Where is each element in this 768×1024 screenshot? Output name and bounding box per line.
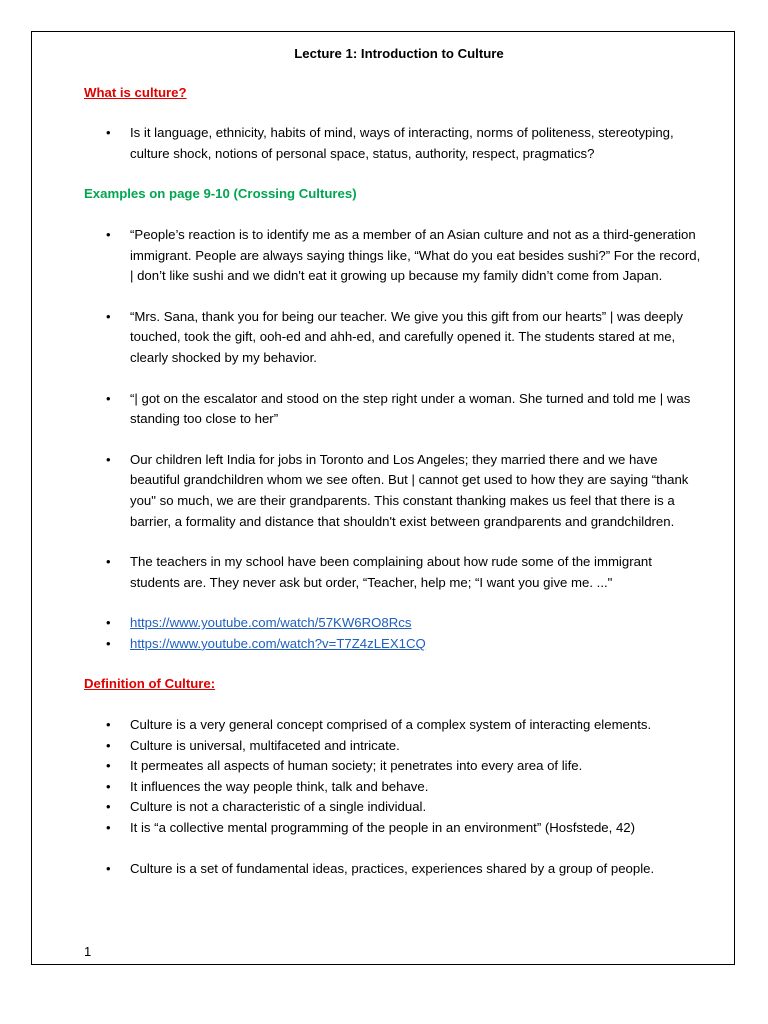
section3-list <box>84 715 704 879</box>
list-item: • Is it language, ethnicity, habits of mind, ways of interacting, norms of politeness, stereotyping, culture shock, notions of personal space, status, authority, respect, pragmatics? <box>106 125 674 161</box>
section-heading-examples: Examples on page 9-10 (Crossing Cultures) <box>84 186 357 202</box>
bullet-icon: • <box>106 778 111 794</box>
list-item: • Culture is not a characteristic of a single individual. <box>84 797 704 818</box>
list-item: • The teachers in my school have been complaining about how rude some of the immigrant students are. They never ask but order, “Teacher, help me; “I want you give me. ..." <box>106 554 652 590</box>
document-body <box>84 44 704 879</box>
bullet-icon: • <box>106 390 111 406</box>
list-item: • Culture is a very general concept comprised of a complex system of interacting elements. <box>84 715 704 736</box>
bullet-icon: • <box>106 758 111 774</box>
page-number: 1 <box>84 944 92 959</box>
list-item: • “People’s reaction is to identify me as a member of an Asian culture and not as a third-generation immigrant. People are always saying things like, “What do you eat besides sushi?” For the record, | don’t like sushi and we didn't eat it growing up because my family didn’t come from Japan. <box>106 226 701 284</box>
youtube-link-1[interactable]: https://www.youtube.com/watch/57KW6RO8Rcs <box>130 615 412 631</box>
bullet-icon: • <box>106 737 111 753</box>
list-item: • “| got on the escalator and stood on the step right under a woman. She turned and told me | was standing too close to her” <box>106 390 691 427</box>
bullet-icon: • <box>106 635 111 651</box>
bullet-icon: • <box>106 226 111 242</box>
youtube-link-2[interactable]: https://www.youtube.com/watch?v=T7Z4zLEX1CQ <box>130 635 426 651</box>
list-item: • Culture is universal, multifaceted and intricate. <box>84 736 704 757</box>
bullet-icon: • <box>106 717 111 733</box>
bullet-icon: • <box>106 554 111 570</box>
section-heading-definition: Definition of Culture: <box>84 676 216 692</box>
document-title: Lecture 1: Introduction to Culture <box>294 46 504 61</box>
bullet-icon: • <box>106 615 111 631</box>
list-item: • Culture is a set of fundamental ideas, practices, experiences shared by a group of people. <box>84 859 704 880</box>
list-item: • Our children left India for jobs in Toronto and Los Angeles; they married there and we have beautiful grandchildren whom we see often. But | cannot get used to how they are saying “thank you" so much, we are their grandparents. This constant thanking makes us feel that there is a barrier, a formality and distance that shouldn't exist between grandparents and grandchildren. <box>106 451 689 529</box>
bullet-icon: • <box>106 860 111 876</box>
list-item: • “Mrs. Sana, thank you for being our teacher. We give you this gift from our hearts” | was deeply touched, took the gift, ooh-ed and ahh-ed, and carefully opened it. The students stared at me, clearly shocked by my behavior. <box>106 308 683 365</box>
bullet-icon: • <box>106 451 111 467</box>
section1-list <box>84 123 704 164</box>
bullet-icon: • <box>106 125 111 141</box>
section2-list <box>84 225 704 655</box>
bullet-icon: • <box>106 308 111 324</box>
bullet-icon: • <box>106 799 111 815</box>
bullet-icon: • <box>106 820 111 836</box>
link-item <box>84 613 704 634</box>
list-item: • It permeates all aspects of human society; it penetrates into every area of life. <box>84 756 704 777</box>
link-item <box>84 634 704 655</box>
list-item: • It is “a collective mental programming of the people in an environment” (Hosfstede, 42) <box>84 818 704 839</box>
section-heading-what-is-culture: What is culture? <box>84 84 187 100</box>
list-item: • It influences the way people think, talk and behave. <box>84 777 704 798</box>
